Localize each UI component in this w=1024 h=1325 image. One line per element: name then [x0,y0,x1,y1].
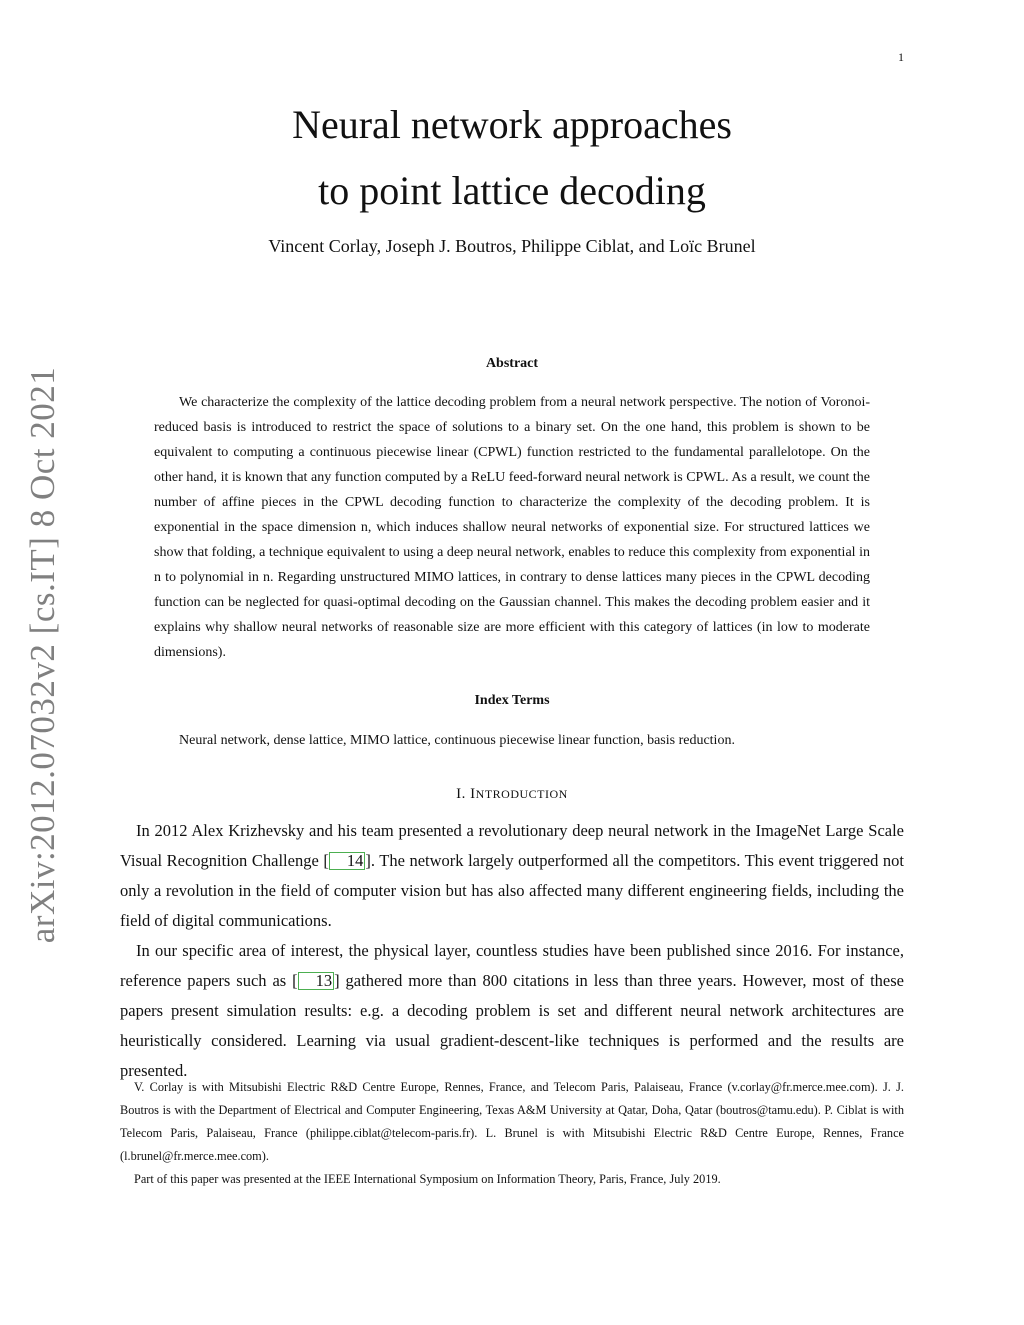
footnote-affiliations: V. Corlay is with Mitsubishi Electric R&D Centre Europe, Rennes, France, and Telecom Paris, Palaiseau, France (v.corlay@fr.merce.mee.com). J. J. Boutros is with the Department of Electrical and Computer Engineering, Texas A&M University at Qatar, Doha, Qatar (boutros@tamu.edu). P. Ciblat is with Telecom Paris, Palaiseau, France (philippe.ciblat@telecom-paris.fr). L. Brunel is with Mitsubishi Electric R&D Centre Europe, Rennes, France (l.brunel@fr.merce.mee.com). [120,1080,904,1163]
author-list: Vincent Corlay, Joseph J. Boutros, Philippe Ciblat, and Loïc Brunel [268,236,756,256]
intro-paragraph-1: In 2012 Alex Krizhevsky and his team presented a revolutionary deep neural network in the ImageNet Large Scale Visual Recognition Challenge [ 14 ]. The network largely outperformed all the competitors. This event triggered not only a revolution in the field of computer vision but has also affected many different engineering fields, including the field of digital communications. [120,821,904,930]
section-title-initial: I [470,786,476,802]
citation-link[interactable]: 14 [329,852,366,870]
intro-paragraph-2: In our specific area of interest, the physical layer, countless studies have been published since 2016. For instance, reference papers such as [ 13 ] gathered more than 800 citations in less than three years. However, most of these papers present simulation results: e.g. a decoding problem is set and different neural network architectures are heuristically considered. Learning via usual gradient-descent-like techniques is performed and the results are presented. [120,941,904,1080]
intro-paragraph-1-text-a: In 2012 Alex Krizhevsky and his team presented a revolutionary deep neural network in the ImageNet Large Scale Visual Recognition Challenge [120,821,904,870]
arxiv-identifier-stamp: arXiv:2012.07032v2 [cs.IT] 8 Oct 2021 [23,366,62,944]
footnote-conference: Part of this paper was presented at the IEEE International Symposium on Information Theory, Paris, France, July 2019. [134,1172,721,1186]
intro-paragraph-1-text-b: . The network largely outperformed all the competitors. This event triggered not only a revolution in the field of computer vision but has also affected many different engineering fields, including the field of digital communications. [120,851,904,930]
footnotes [120,1076,904,1191]
page-number: 1 [898,50,904,64]
abstract-body: We characterize the complexity of the lattice decoding problem from a neural network perspective. The notion of Voronoi-reduced basis is introduced to restrict the space of solutions to a binary set. On the one hand, this problem is shown to be equivalent to computing a continuous piecewise linear (CPWL) function restricted to the fundamental parallelotope. On the other hand, it is known that any function computed by a ReLU feed-forward neural network is CPWL. As a result, we count the number of affine pieces in the CPWL decoding function to characterize the complexity of the decoding problem. It is exponential in the space dimension n, which induces shallow neural networks of exponential size. For structured lattices we show that folding, a technique equivalent to using a deep neural network, enables to reduce this complexity from exponential in n to polynomial in n. Regarding unstructured MIMO lattices, in contrary to dense lattices many pieces in the CPWL decoding function can be neglected for quasi-optimal decoding on the Gaussian channel. This makes the decoding problem easier and it explains why shallow neural networks of reasonable size are more efficient with this category of lattices (in low to moderate dimensions). [154,395,870,660]
abstract-heading: Abstract [485,356,539,371]
paper-title [0,92,1024,224]
section-title-rest: NTRODUCTION [475,787,568,801]
index-terms-heading: Index Terms [474,693,550,708]
introduction-heading [0,786,1024,803]
section-title [470,786,568,802]
intro-paragraph-2-text-a: In our specific area of interest, the physical layer, countless studies have been published since 2016. For instance, reference papers such as [120,941,904,990]
title-line-2: to point lattice decoding [318,168,706,213]
title-line-1: Neural network approaches [292,102,732,147]
index-terms-body: Neural network, dense lattice, MIMO lattice, continuous piecewise linear function, basis reduction. [179,733,735,748]
citation-link[interactable]: 13 [298,972,335,990]
section-number: I. [456,786,466,802]
intro-paragraph-2-text-b: gathered more than 800 citations in less than three years. However, most of these papers present simulation results: e.g. a decoding problem is set and different neural network architectures are heuristically considered. Learning via usual gradient-descent-like techniques is performed and the results are presented. [120,971,904,1080]
